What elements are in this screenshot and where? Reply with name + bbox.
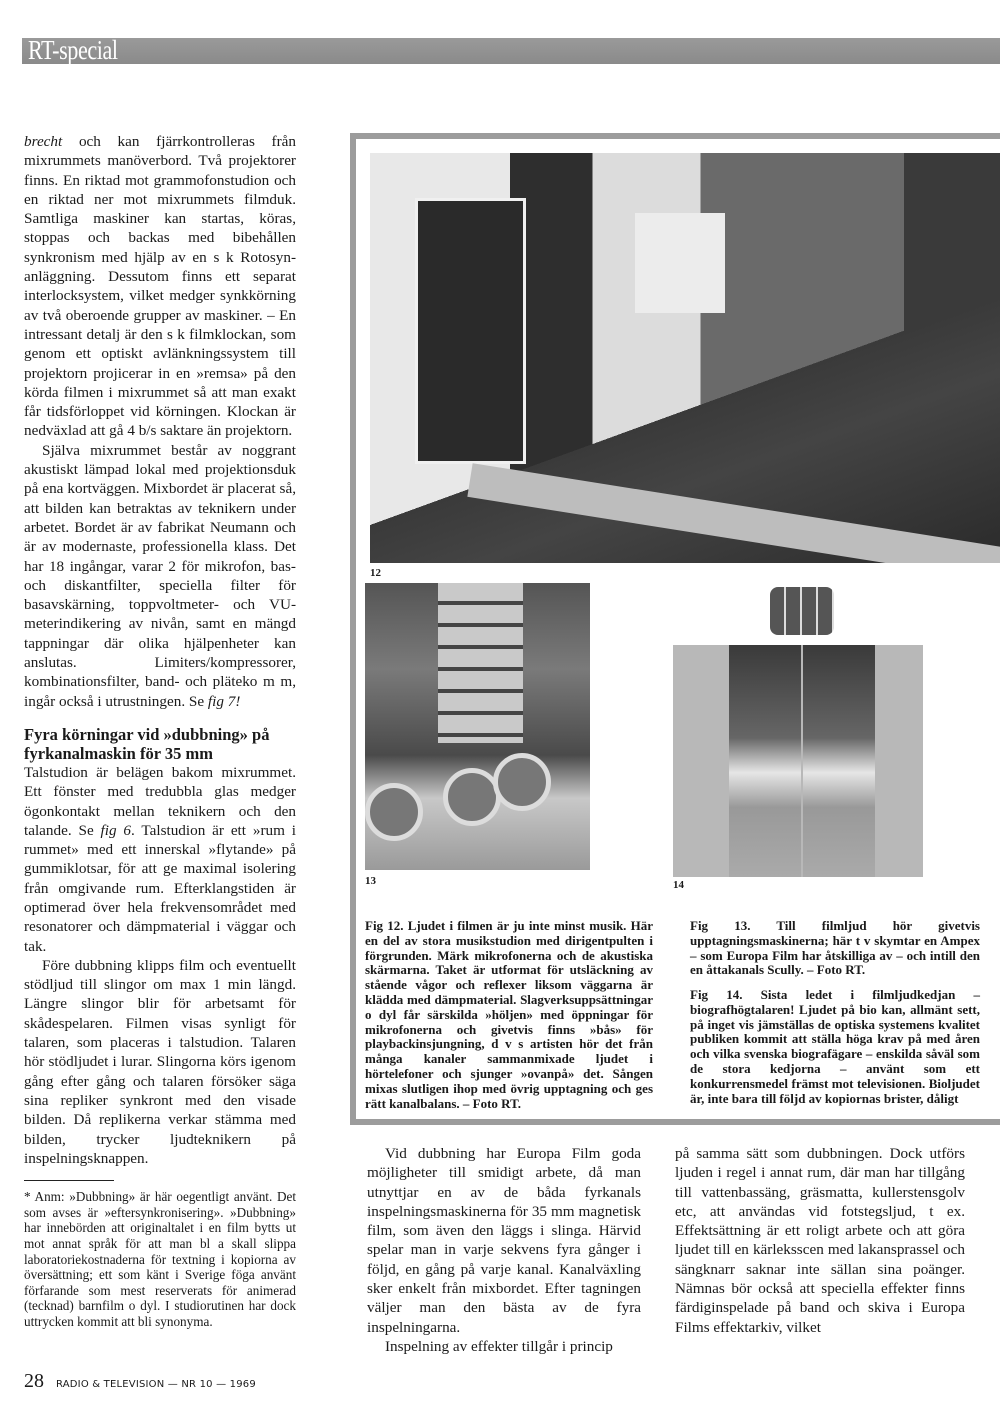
photo-music-studio	[370, 153, 1000, 563]
horn-tweeter	[770, 587, 834, 635]
speaker-horn-left	[729, 645, 801, 877]
photo-cinema-speaker	[673, 645, 923, 877]
publication-info: RADIO & TELEVISION — NR 10 — 1969	[56, 1379, 256, 1390]
italic-lead: brecht	[24, 133, 63, 150]
paragraph: Själva mixrummet består av noggrant akustiskt lämpad lokal med projektionsduk på ena kortväggen. Mixbordet är placerat så, att bilden kan betraktas av teknikern under arbetet. Bordet är av fabrikat Neumann och är av modernaste, professionella klass. Det har 18 ingångar, varar 2 för mikrofon, bas- och diskantfilter, speciella filter för basavskärning, toppvoltmeter- och VU-meterindikering av nivån, samt en mängd tappningar där olika hjälpenheter kan anslutas. Limiters/kompressorer, kombinationsfilter, band- och pläteko m m, ingår också i utrustningen. Se fig 7!	[24, 441, 296, 710]
acoustic-screen	[635, 213, 725, 313]
figure-caption-14: Fig 14. Sista ledet i filmljudkedjan – biografhögtalaren! Ljudet på bio kan, allmänt sett, på inget vis jämställas de optiska systemens kvalitet publiken kommit att ställa höga krav på med åren och vilka svenska biografägare – enskilda såväl som de stora kedjorna – använt som ett konkurrensmedel främst mot televisionen. Bioljudet är, inte bara till följd av kopiornas brister, dåligt	[690, 987, 980, 1106]
paragraph: Vid dubbning har Europa Film goda möjligheter till smidigt arbete, då man utnyttjar en av de båda fyrkanals inspelningsmaskinerna för 35 mm magnetisk film, som även den läggs i slinga. Härvid spelar man in varje sekvens fyra gånger i följd, en gång på varje kanal. Kanalväxling sker enkelt från mixbordet. Efter tagningen väljer man den bästa av de fyra inspelningarna.	[367, 1145, 641, 1336]
paragraph: Talstudion är belägen bakom mixrummet. Ett fönster med tredubbla glas medger ögonkontakt mellan teknikern och den talande. Se fig 6. Talstudion är ett »rum i rummet» med ett innerskal »flytande» på gummiklotsar, för att ge maximal isolering från omgivande rum. Efterklangstiden är optimerad över hela frekvensområdet med resonatorer och dämpmaterial i väggar och tak.	[24, 763, 296, 955]
footnote-divider	[24, 1180, 114, 1181]
section-heading: Fyra körningar vid »dubbning» på fyrkanalmaskin för 35 mm	[24, 724, 270, 763]
tape-reel	[365, 783, 423, 841]
page-number: 28	[24, 1370, 44, 1392]
tape-reel	[443, 768, 501, 826]
speaker-horn-right	[803, 645, 875, 877]
studio-door	[415, 198, 526, 464]
paragraph: Före dubbning klipps film och eventuellt stödljud till slingor om max 1 min längd. Längre slingor blir för arbetsamt för skådespelaren. Filmen visas synligt för talaren, som placeras i talstudion. Talaren hör stödljudet i lurar. Slingorna körs igenom gång efter gång och talaren försöker säga sina repliker synkront med den visade bilden. Då replikerna verkar stämma med bilden, trycker ljudteknikern på inspelningsknappen.	[24, 956, 296, 1167]
figure-caption-12: Fig 12. Ljudet i filmen är ju inte minst musik. Här en del av stora musikstudion med dirigentpulten i förgrunden. Märk mikrofonerna och de akustiska skärmarna. Taket är utformat för utsläckning av stående vågor och reflexer liksom väggarna är klädda med dämpmaterial. Slagverksuppsättningar o dyl får särskilda »höljen» med öppningar för mikrofonerna och givetvis finns »bås» för playbackinsjungning, d v s artisten hör det från många kanaler sammanmixade ljudet i hörtelefoner och sjunger »ovanpå» det. Sången mixas slutligen ihop med övrig upptagning och ges rätt kanalbalans. – Foto RT.	[365, 918, 653, 1111]
figure-number-14: 14	[673, 879, 684, 891]
section-banner	[22, 35, 1000, 65]
paragraph: brecht och kan fjärrkontrolleras från mixrummets manöverbord. Två projektorer finns. En riktad mot grammofonstudion och en riktad ner mot mixrummets filmduk. Samtliga maskiner kan startas, köras, stoppas och backas med bibehållen synkronism med hjälp av en s k Rotosyn-anläggning. Dessutom finns ett separat interlocksystem, vilket medger synkkörning av två oberoende grupper av maskiner. – En intressant detalj är den s k filmklockan, som genom ett optiskt avlänkningssystem till projektorn projicerar in en »remsa» på den körda filmen i mixrummet så att man exakt får tidsförloppet vid körningen. Klockan är nedväxlad att gå 4 b/s saktare än projektorn.	[24, 133, 296, 440]
paragraph: Inspelning av effekter tillgår i princip	[385, 1337, 613, 1355]
fig-reference: fig 7!	[207, 692, 241, 710]
section-title: RT-special	[28, 35, 118, 65]
figure-frame	[350, 133, 1000, 1125]
fig-reference: fig 6	[100, 821, 132, 839]
equipment-rack	[438, 583, 523, 743]
figure-caption-13: Fig 13. Till filmljud hör givetvis upptagningsmaskinerna; här t v skymtar en Ampex – som Europa Film har åtskilliga av – och intill den en åttakanals Scully. – Foto RT.	[690, 918, 980, 978]
footnote: * Anm: »Dubbning» är här oegentligt använt. Det som avses är »eftersynkronisering». »Dubbning» har innebörden att originaltalet i en film bytts ut mot annat språk för att man bl a skall slippa laboratoriekostnaderna för textning i kopiorna av översättning; ett som känt i Sverige föga använt förfarande som mest reserverats för animerad (tecknad) barnfilm o dyl. I studiorutinen har dock uttrycken kommit att bli synonyma.	[24, 1189, 296, 1329]
figure-number-12: 12	[370, 567, 381, 579]
photo-tape-recorders	[365, 583, 590, 870]
tape-reel	[493, 753, 551, 811]
conductor-desk	[467, 463, 1000, 563]
middle-text-column	[367, 1144, 641, 1356]
page-footer	[24, 1370, 256, 1393]
left-text-column	[24, 132, 296, 1329]
paragraph: på samma sätt som dubbningen. Dock utförs ljuden i regel i annat rum, där man har tillgång till vattenbassäng, gräsmatta, kullerstensgolv etc, att användas vid fotstegsljud, t ex. Effektsättning är ett roligt arbete och att göra ljudet till en kärleksscen med lakansprassel och sängknarr saknar inte sällan sina poänger. Nämnas bör också att speciella effekter finns färdiginspelade på band och skiva i Europa Films effektarkiv, vilket	[675, 1145, 965, 1336]
figure-number-13: 13	[365, 875, 376, 887]
right-text-column	[675, 1144, 965, 1337]
